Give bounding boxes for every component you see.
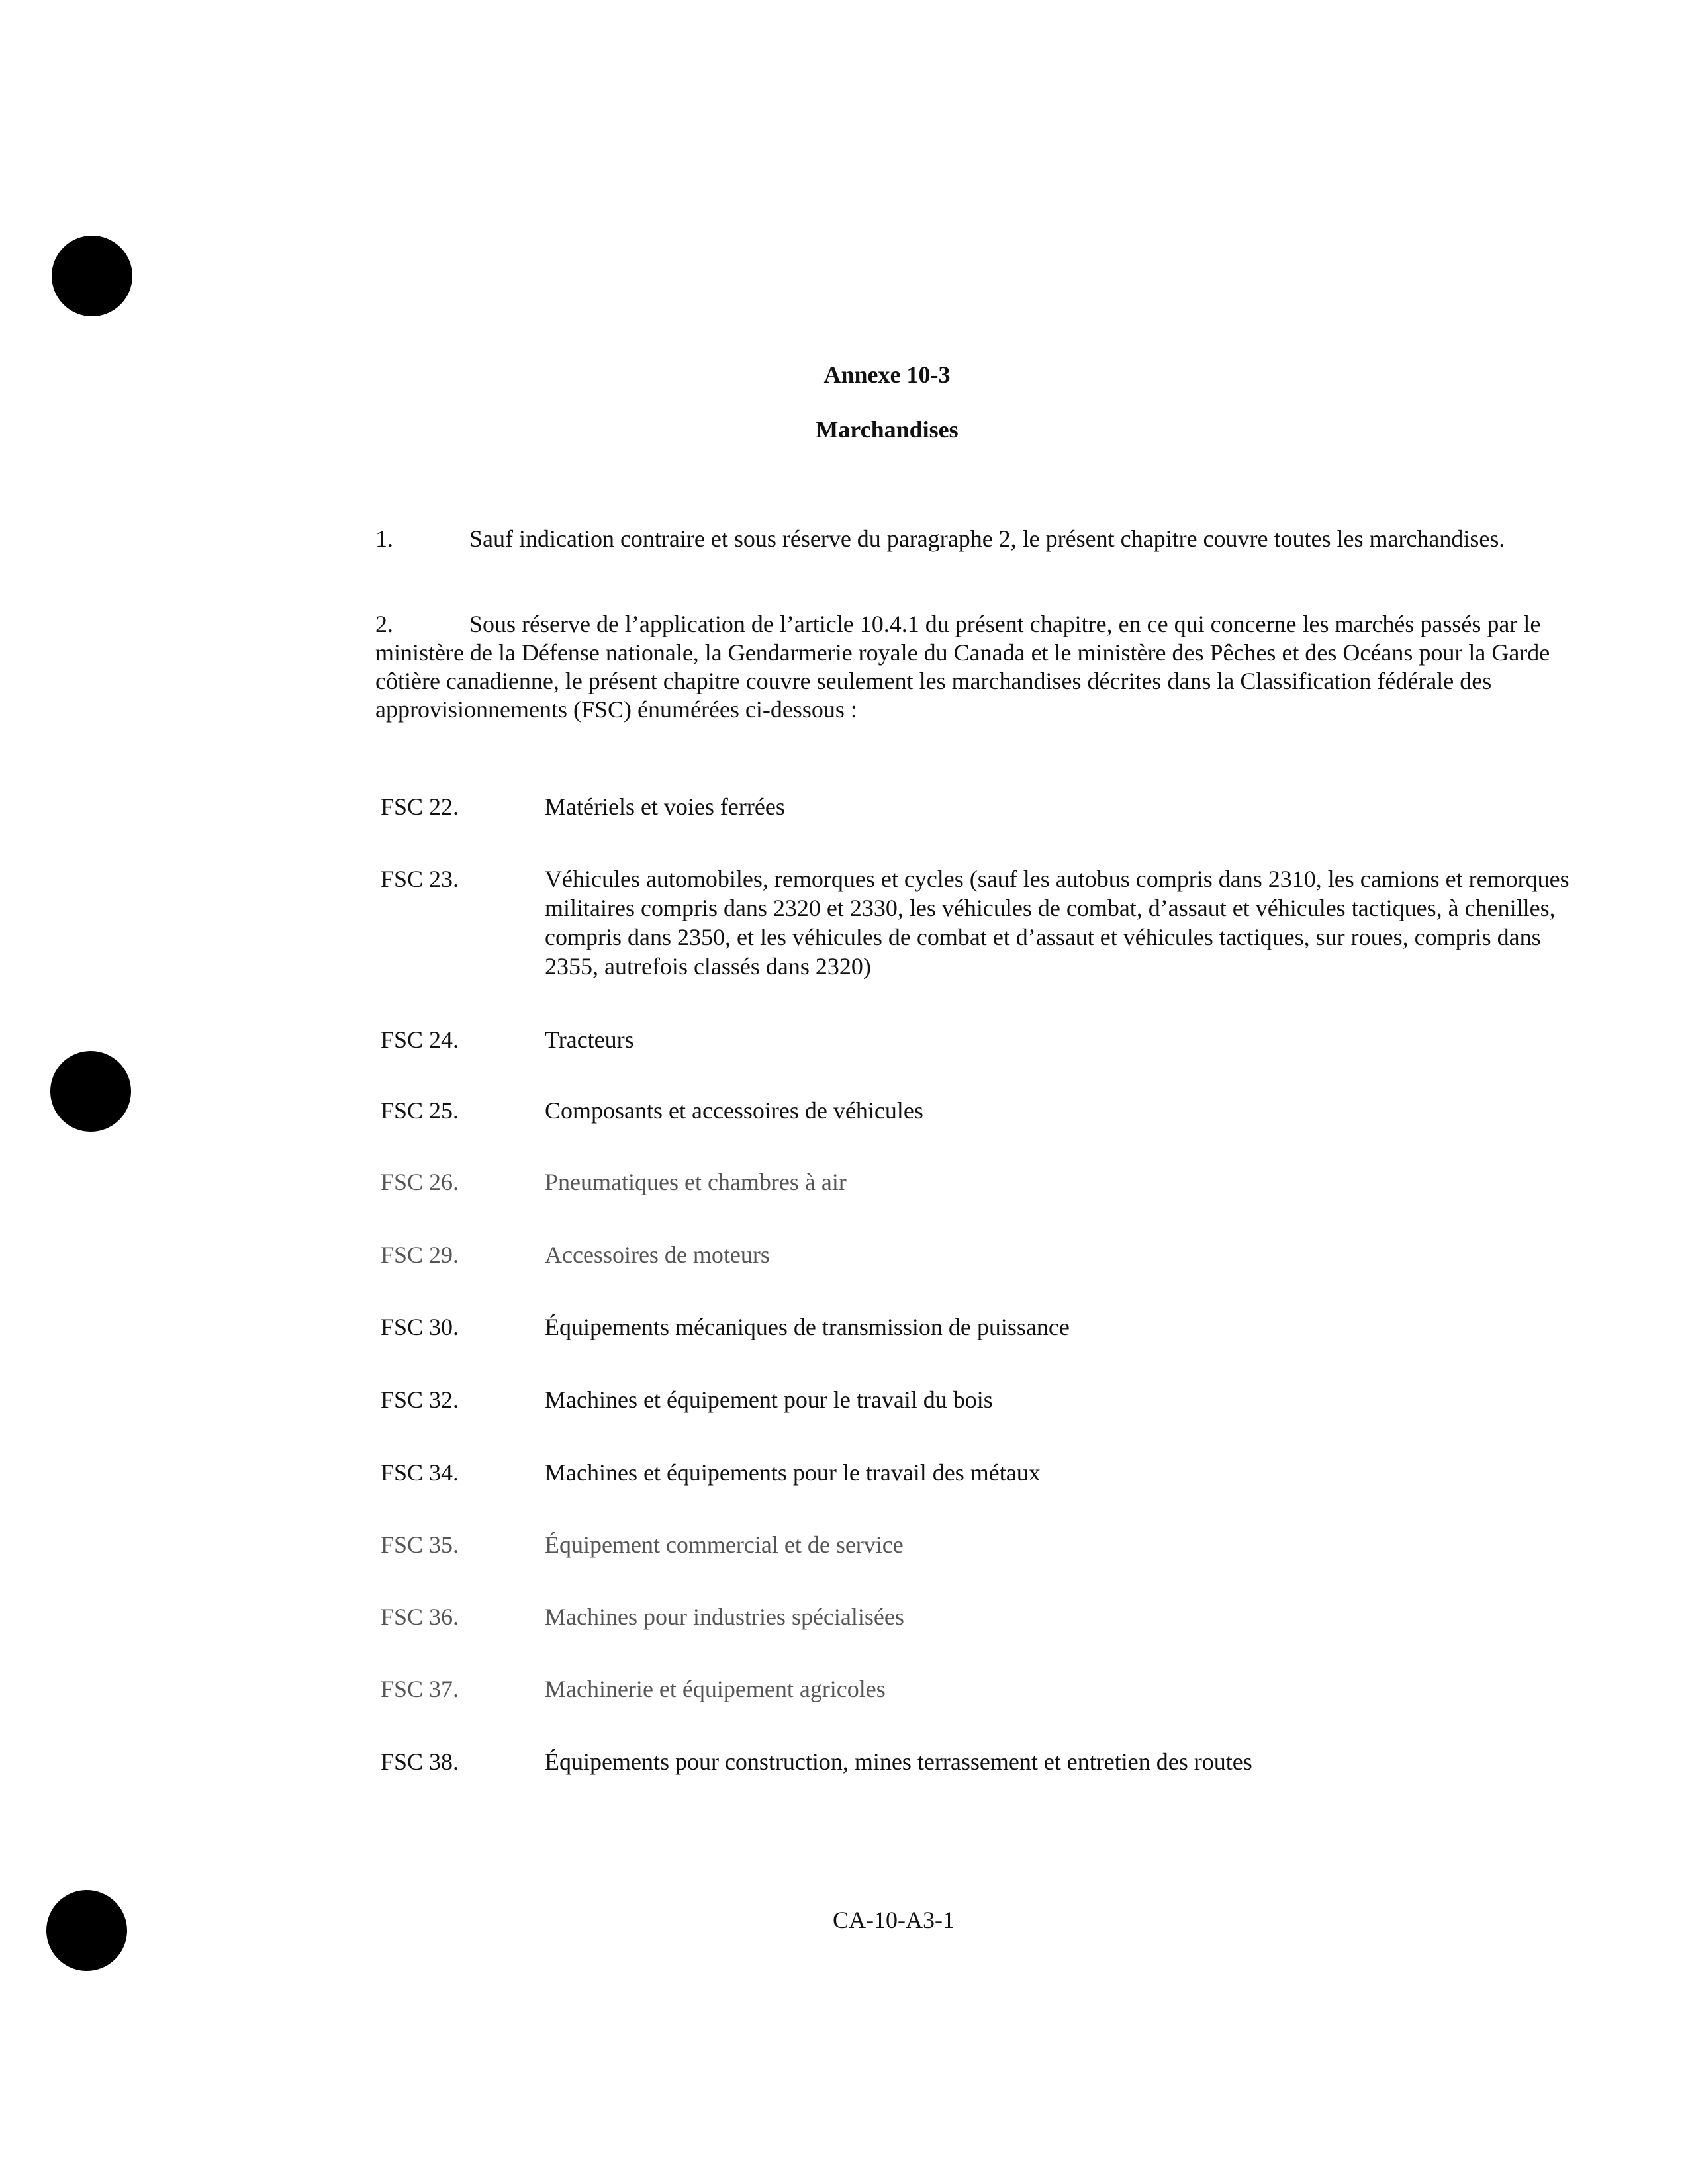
fsc-code: FSC 38. — [381, 1749, 459, 1775]
fsc-code: FSC 34. — [381, 1459, 459, 1486]
paragraph-2 — [375, 610, 1567, 724]
fsc-description: Tracteurs — [545, 1026, 634, 1053]
punch-hole-middle — [50, 1051, 131, 1132]
paragraph-1 — [375, 525, 1567, 553]
fsc-code: FSC 37. — [381, 1676, 459, 1702]
fsc-code: FSC 32. — [381, 1387, 459, 1413]
annex-title: Annexe 10-3 — [823, 361, 951, 388]
fsc-description: Machinerie et équipement agricoles — [545, 1676, 886, 1702]
paragraph-number: 2. — [375, 611, 393, 637]
page-reference: CA-10-A3-1 — [833, 1907, 955, 1933]
fsc-code: FSC 23. — [381, 866, 459, 892]
fsc-code: FSC 26. — [381, 1169, 459, 1195]
fsc-description: Machines et équipements pour le travail des métaux — [545, 1459, 1041, 1486]
paragraph-text: Sous réserve de l’application de l’article 10.4.1 du présent chapitre, en ce qui concerne les marchés passés par le ministère de la Défense nationale, la Gendarmerie royale du Canada et le ministère des Pêches et des Océans pour la Garde côtière canadienne, le présent chapitre couvre seulement les marchandises décrites dans la Classification fédérale des approvisionnements (FSC) énumérées ci-dessous : — [375, 611, 1550, 723]
fsc-code: FSC 29. — [381, 1242, 459, 1268]
punch-hole-top — [52, 236, 132, 316]
fsc-description: Accessoires de moteurs — [545, 1242, 770, 1268]
fsc-description: Machines et équipement pour le travail du bois — [545, 1387, 993, 1413]
fsc-description: Véhicules automobiles, remorques et cycles (sauf les autobus compris dans 2310, les camions et remorques militaires compris dans 2320 et 2330, les véhicules de combat, d’assaut et véhicules tactiques, à chenilles, compris dans 2350, et les véhicules de combat et d’assaut et véhicules tactiques, sur roues, compris dans 2355, autrefois classés dans 2320) — [545, 866, 1570, 979]
fsc-description: Pneumatiques et chambres à air — [545, 1169, 847, 1195]
fsc-description: Machines pour industries spécialisées — [545, 1604, 904, 1630]
fsc-description: Matériels et voies ferrées — [545, 794, 785, 820]
fsc-description: Composants et accessoires de véhicules — [545, 1097, 923, 1124]
paragraph-number: 1. — [375, 525, 393, 552]
fsc-code: FSC 25. — [381, 1097, 459, 1124]
fsc-description: Équipements mécaniques de transmission de puissance — [545, 1314, 1070, 1340]
fsc-code: FSC 22. — [381, 794, 459, 820]
fsc-code: FSC 24. — [381, 1026, 459, 1053]
fsc-code: FSC 30. — [381, 1314, 459, 1340]
annex-subtitle: Marchandises — [816, 416, 959, 443]
fsc-description: Équipements pour construction, mines terrassement et entretien des routes — [545, 1749, 1252, 1775]
fsc-code: FSC 36. — [381, 1604, 459, 1630]
fsc-code: FSC 35. — [381, 1531, 459, 1558]
paragraph-text: Sauf indication contraire et sous réserve du paragraphe 2, le présent chapitre couvre toutes les marchandises. — [469, 525, 1505, 552]
fsc-description: Équipement commercial et de service — [545, 1531, 904, 1558]
